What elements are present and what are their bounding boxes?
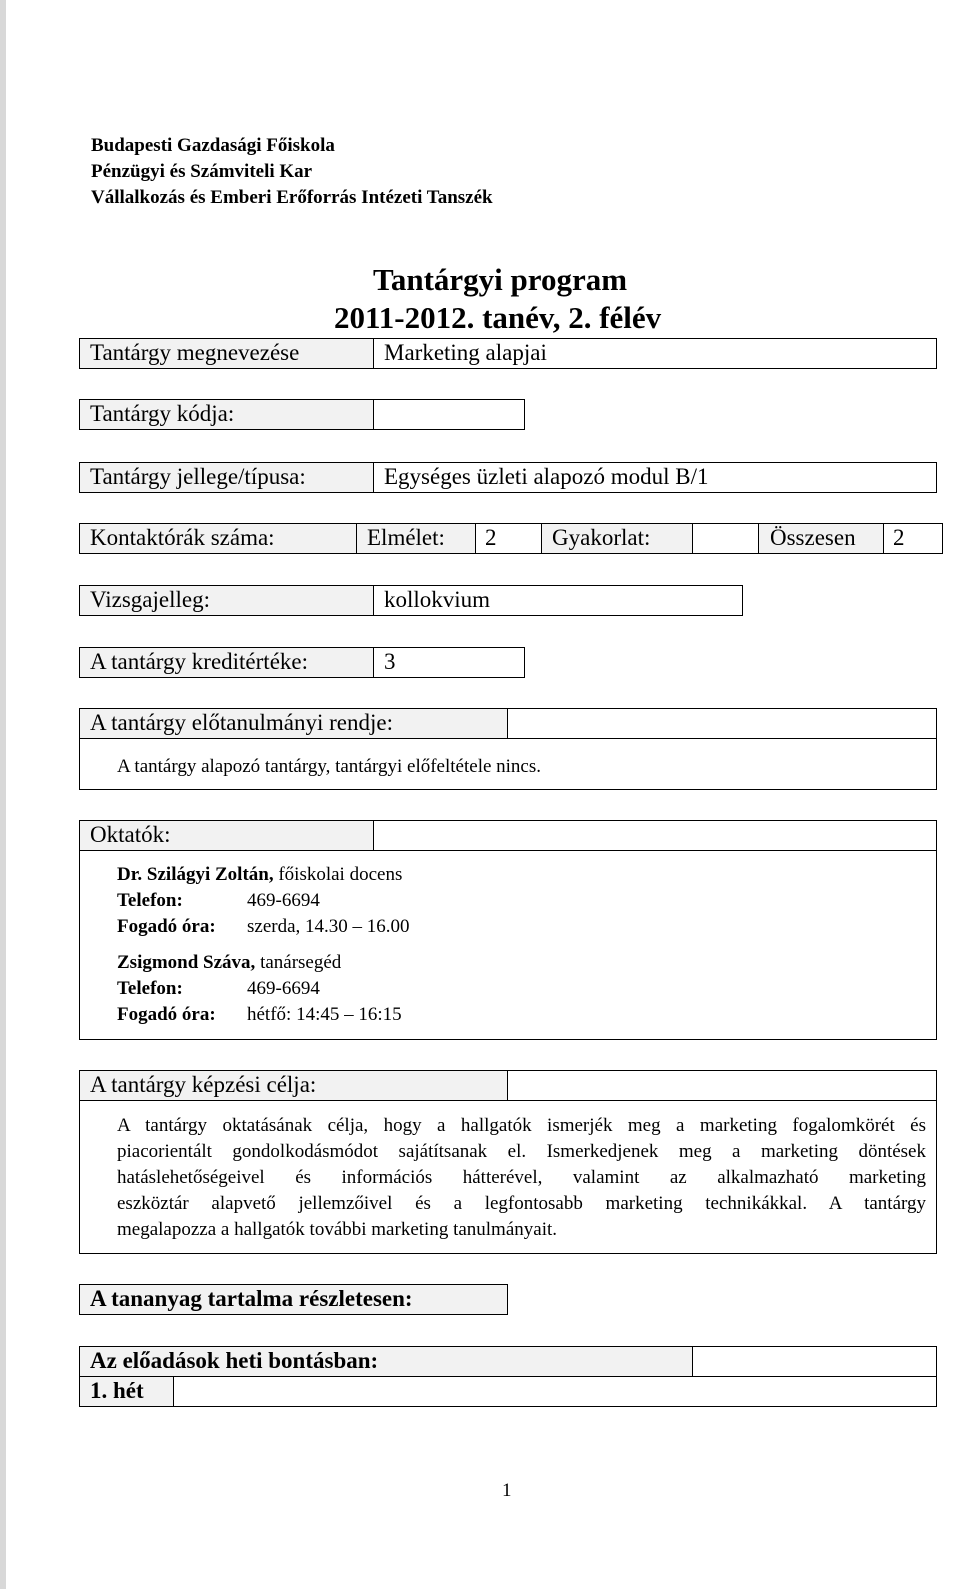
goal-line-4: eszköztár alapvető jellemzőivel és a legfontosabb marketing technikákkal. A tantárgy: [117, 1193, 926, 1214]
instructor-2-name: Zsigmond Száva,: [117, 952, 256, 973]
instructors-label-filler: [373, 820, 937, 851]
goal-label: A tantárgy képzési célja:: [90, 1072, 317, 1097]
page-number: 1: [502, 1480, 512, 1501]
instructor-1-title: főiskolai docens: [278, 864, 403, 885]
course-code-label: Tantárgy kódja:: [90, 401, 235, 426]
instructor-2-phone: 469-6694: [247, 978, 320, 999]
practice-label: Gyakorlat:: [552, 525, 651, 550]
course-type-value: Egységes üzleti alapozó modul B/1: [384, 464, 709, 489]
week-row: [79, 1376, 937, 1407]
course-name-label: Tantárgy megnevezése: [90, 340, 300, 365]
instructor-1-phone-label: Telefon:: [117, 890, 183, 911]
instructor-2-name-line: [117, 950, 341, 976]
faculty-name: Pénzügyi és Számviteli Kar: [91, 161, 313, 182]
contact-hours-label: Kontaktórák száma:: [90, 525, 275, 550]
credit-value-box: [373, 647, 525, 678]
course-name-value: Marketing alapjai: [384, 340, 547, 365]
theory-value: 2: [485, 525, 497, 550]
practice-value-box: [692, 523, 759, 554]
instructor-2-office-line: [117, 1002, 216, 1028]
department-name: Vállalkozás és Emberi Erőforrás Intézeti Tanszék: [91, 187, 493, 208]
lectures-label: Az előadások heti bontásban:: [90, 1348, 379, 1373]
course-code-value-box: [373, 399, 525, 430]
goal-line-3: hatáslehetőségeivel és információs hátterével, valamint az alkalmazható marketing: [117, 1167, 926, 1188]
exam-type-value: kollokvium: [384, 587, 491, 612]
goal-line-1: A tantárgy oktatásának célja, hogy a hallgatók ismerjék meg a marketing fogalomkörét és: [117, 1115, 926, 1136]
total-value: 2: [893, 525, 905, 550]
credit-value: 3: [384, 649, 396, 674]
week-label: 1. hét: [90, 1378, 144, 1403]
instructors-label: Oktatók:: [90, 822, 171, 847]
goal-label-filler: [507, 1070, 937, 1101]
course-type-label: Tantárgy jellege/típusa:: [90, 464, 306, 489]
prereq-label-filler: [507, 708, 937, 739]
prereq-text: A tantárgy alapozó tantárgy, tantárgyi előfeltétele nincs.: [117, 756, 542, 777]
instructor-2-office-label: Fogadó óra:: [117, 1004, 216, 1025]
instructor-2-phone-line: [117, 976, 183, 1002]
credit-label: A tantárgy kreditértéke:: [90, 649, 308, 674]
instructor-2-office: hétfő: 14:45 – 16:15: [247, 1004, 402, 1025]
exam-type-label: Vizsgajelleg:: [90, 587, 210, 612]
content-label: A tananyag tartalma részletesen:: [90, 1286, 413, 1311]
page-edge: [0, 0, 6, 1589]
goal-text: [117, 1113, 926, 1243]
instructor-2-title: tanársegéd: [260, 952, 342, 973]
total-value-box: [883, 523, 943, 554]
document-title: Tantárgyi program: [373, 262, 628, 297]
instructor-1-phone-line: [117, 888, 183, 914]
goal-line-5: megalapozza a hallgatók további marketing tanulmányait.: [117, 1219, 558, 1240]
theory-label: Elmélet:: [367, 525, 445, 550]
prereq-label: A tantárgy előtanulmányi rendje:: [90, 710, 393, 735]
instructor-1-office: szerda, 14.30 – 16.00: [247, 916, 410, 937]
instructor-2-phone-label: Telefon:: [117, 978, 183, 999]
instructor-1-phone: 469-6694: [247, 890, 320, 911]
instructor-1-name: Dr. Szilágyi Zoltán,: [117, 864, 274, 885]
total-label: Összesen: [770, 525, 856, 550]
goal-line-2: piacorientált gondolkodásmódot sajátítsanak el. Ismerkedjenek meg a marketing döntések: [117, 1141, 926, 1162]
instructor-1-office-line: [117, 914, 216, 940]
semester-title: 2011-2012. tanév, 2. félév: [334, 300, 662, 335]
instructor-1-office-label: Fogadó óra:: [117, 916, 216, 937]
lectures-label-filler: [692, 1346, 937, 1377]
institution-name: Budapesti Gazdasági Főiskola: [91, 135, 335, 156]
instructor-1-name-line: [117, 862, 402, 888]
